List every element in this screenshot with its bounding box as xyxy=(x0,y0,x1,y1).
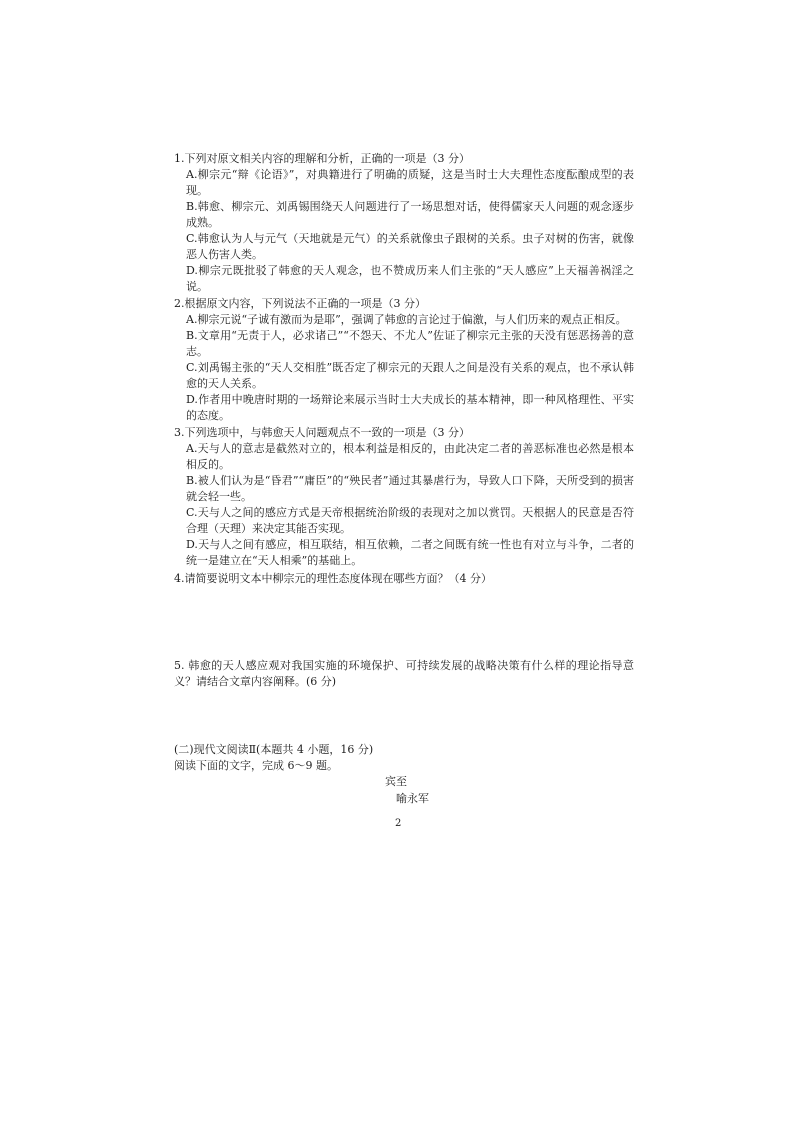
question-3-option-b: B.被人们认为是“昏君”“庸臣”的“殃民者”通过其暴虐行为，导致人口下降，天所受到的损害就会轻一些。 xyxy=(186,474,634,503)
question-1-stem: 1.下列对原文相关内容的理解和分析，正确的一项是（3 分） xyxy=(174,152,470,165)
question-3-option-d: D.天与人之间有感应，相互联结，相互依赖，二者之间既有统一性也有对立与斗争，二者的统一是建立在“天人相乘”的基础上。 xyxy=(186,538,634,567)
question-3-option-c: C.天与人之间的感应方式是天帝根据统治阶级的表现对之加以赏罚。天根据人的民意是否符合理（天理）来决定其能否实现。 xyxy=(186,506,634,535)
section-instruction: 阅读下面的文字，完成 6～9 题。 xyxy=(174,759,338,772)
page-number: 2 xyxy=(395,818,402,829)
question-2-option-d: D.作者用中晚唐时期的一场辩论来展示当时士大夫成长的基本精神，即一种风格理性、平实的态度。 xyxy=(186,393,634,422)
question-1-option-d: D.柳宗元既批驳了韩愈的天人观念，也不赞成历来人们主张的“天人感应”上天福善祸淫之说。 xyxy=(186,264,634,293)
article-title: 宾至 xyxy=(385,775,407,788)
question-3-stem: 3.下列选项中，与韩愈天人问题观点不一致的一项是（3 分） xyxy=(174,426,470,439)
question-2-option-b: B.文章用“无责于人，必求诸己”“不怨天、不尤人”佐证了柳宗元主张的天没有惩恶扬善的意志。 xyxy=(186,329,634,358)
article-author: 喻永军 xyxy=(396,792,429,805)
question-1-option-c: C.韩愈认为人与元气（天地就是元气）的关系就像虫子跟树的关系。虫子对树的伤害，就像恶人伤害人类。 xyxy=(186,232,634,261)
question-2-stem: 2.根据原文内容，下列说法不正确的一项是（3 分） xyxy=(174,297,426,310)
question-4-stem: 4.请简要说明文本中柳宗元的理性态度体现在哪些方面？（4 分） xyxy=(174,572,492,585)
question-1-option-b: B.韩愈、柳宗元、刘禹锡围绕天人问题进行了一场思想对话，使得儒家天人问题的观念逐步成熟。 xyxy=(186,200,634,229)
question-2-option-c: C.刘禹锡主张的“天人交相胜”既否定了柳宗元的天跟人之间是没有关系的观点，也不承认韩愈的天人关系。 xyxy=(186,361,634,390)
question-2-option-a: A.柳宗元说“子诚有激而为是耶”，强调了韩愈的言论过于偏激，与人们历来的观点正相反。 xyxy=(186,313,627,326)
question-3-option-a: A.天与人的意志是截然对立的，根本利益是相反的，由此决定二者的善恶标准也必然是根本相反的。 xyxy=(186,442,634,471)
question-1-option-a: A.柳宗元“辩《论语》”，对典籍进行了明确的质疑，这是当时士大夫理性态度酝酿成型的表现。 xyxy=(186,168,634,197)
section-heading: (二)现代文阅读Ⅱ(本题共 4 小题，16 分) xyxy=(174,743,374,756)
question-5-stem: 5. 韩愈的天人感应观对我国实施的环境保护、可持续发展的战略决策有什么样的理论指导意义？请结合文章内容阐释。(6 分) xyxy=(174,659,634,688)
